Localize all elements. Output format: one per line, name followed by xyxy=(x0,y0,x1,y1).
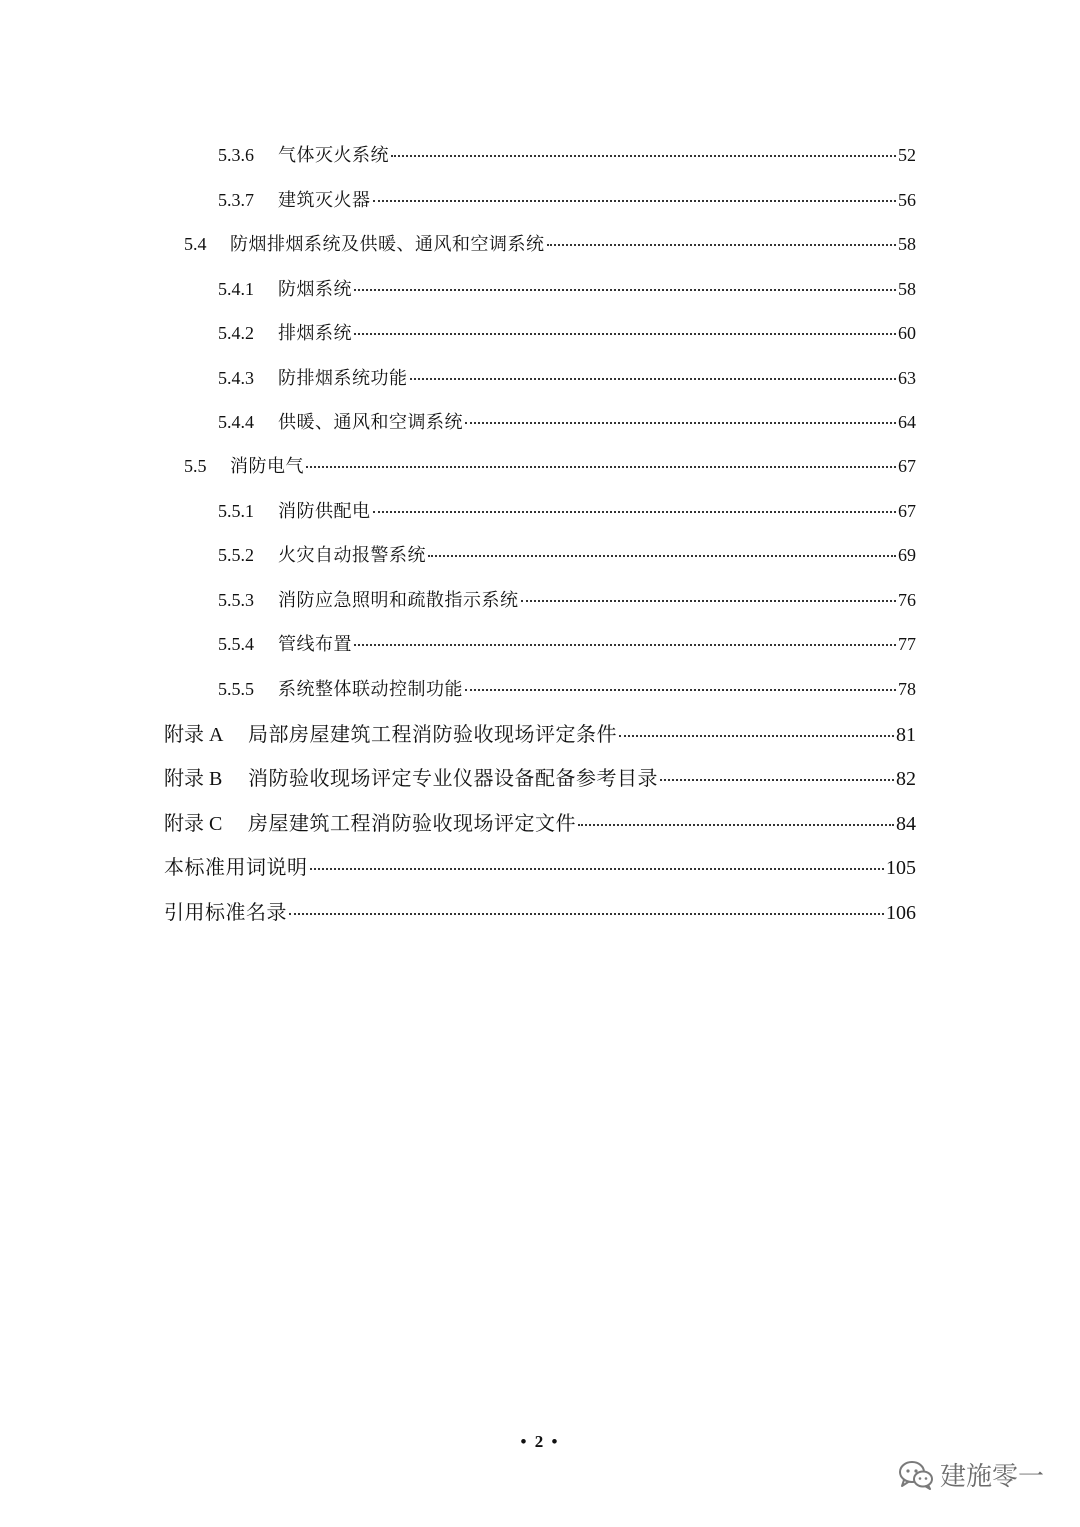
toc-entry-title: 消防电气 xyxy=(230,456,304,476)
toc-entry-title: 消防验收现场评定专业仪器设备配备参考目录 xyxy=(248,768,658,790)
toc-entry-page: 77 xyxy=(898,634,916,654)
dot-leader xyxy=(547,244,897,246)
toc-entry-page: 52 xyxy=(898,145,916,165)
toc-entry[interactable] xyxy=(218,675,916,701)
toc-entry-title: 房屋建筑工程消防验收现场评定文件 xyxy=(248,813,576,835)
dot-leader xyxy=(310,868,885,870)
toc-entry[interactable] xyxy=(218,630,916,656)
dot-leader xyxy=(465,422,896,424)
toc-entry-number: 5.4.4 xyxy=(218,412,254,432)
toc-entry[interactable] xyxy=(218,186,916,212)
dot-leader xyxy=(660,779,894,781)
toc-entry-number: 5.5.4 xyxy=(218,634,254,654)
toc-entry-title: 防烟排烟系统及供暖、通风和空调系统 xyxy=(230,234,545,254)
toc-entry-page: 58 xyxy=(898,279,916,299)
toc-entry-page: 106 xyxy=(886,902,916,924)
toc-entry-title: 防烟系统 xyxy=(278,279,352,299)
toc-entry-number: 5.5.2 xyxy=(218,545,254,565)
dot-leader xyxy=(619,735,894,737)
toc-entry[interactable] xyxy=(184,230,916,256)
toc-entry-title: 气体灭火系统 xyxy=(278,145,389,165)
toc-entry-page: 58 xyxy=(898,234,916,254)
toc-entry-page: 82 xyxy=(896,768,916,790)
dot-leader xyxy=(428,555,896,557)
toc-entry-page: 81 xyxy=(896,724,916,746)
dot-leader xyxy=(373,511,897,513)
toc-entry[interactable] xyxy=(164,896,916,925)
toc-entry-number: 5.5.1 xyxy=(218,501,254,521)
toc-entry-title: 管线布置 xyxy=(278,634,352,654)
toc-entry-title: 局部房屋建筑工程消防验收现场评定条件 xyxy=(248,724,617,746)
toc-entry[interactable] xyxy=(218,141,916,167)
toc-entry[interactable] xyxy=(218,408,916,434)
toc-entry[interactable] xyxy=(218,541,916,567)
dot-leader xyxy=(354,644,896,646)
toc-entry-page: 78 xyxy=(898,679,916,699)
dot-leader xyxy=(373,200,897,202)
toc-entry-number: 附录 B xyxy=(164,768,223,790)
toc-entry-number: 5.3.7 xyxy=(218,190,254,210)
dot-leader xyxy=(306,466,896,468)
page-number: • 2 • xyxy=(520,1432,560,1451)
toc-entry-number: 5.3.6 xyxy=(218,145,254,165)
dot-leader xyxy=(410,378,897,380)
toc-entry-page: 64 xyxy=(898,412,916,432)
toc-entry[interactable] xyxy=(164,851,916,880)
toc-entry-title: 建筑灭火器 xyxy=(278,190,371,210)
toc-entry-page: 76 xyxy=(898,590,916,610)
toc-entry-title: 系统整体联动控制功能 xyxy=(278,679,463,699)
toc-entry-page: 84 xyxy=(896,813,916,835)
toc-entry-title: 引用标准名录 xyxy=(164,902,287,924)
toc-entry[interactable] xyxy=(218,319,916,345)
toc-entry-number: 5.4.3 xyxy=(218,368,254,388)
toc-entry[interactable] xyxy=(184,452,916,478)
toc-entry-page: 69 xyxy=(898,545,916,565)
toc-entry-page: 63 xyxy=(898,368,916,388)
toc-entry-number: 5.5 xyxy=(184,456,207,476)
toc-entry-title: 火灾自动报警系统 xyxy=(278,545,426,565)
toc-entry-number: 5.4 xyxy=(184,234,207,254)
toc-entry-title: 本标准用词说明 xyxy=(164,857,308,879)
toc-entry[interactable] xyxy=(218,275,916,301)
dot-leader xyxy=(578,824,894,826)
toc-entry[interactable] xyxy=(218,586,916,612)
toc-entry-title: 供暖、通风和空调系统 xyxy=(278,412,463,432)
toc-entry[interactable] xyxy=(164,762,916,791)
toc-entry-title: 防排烟系统功能 xyxy=(278,368,408,388)
watermark xyxy=(898,1456,1044,1493)
dot-leader xyxy=(391,155,896,157)
toc-entry-number: 附录 C xyxy=(164,813,223,835)
dot-leader xyxy=(354,289,896,291)
dot-leader xyxy=(465,689,896,691)
dot-leader xyxy=(354,333,896,335)
toc-entry-page: 60 xyxy=(898,323,916,343)
toc-entry[interactable] xyxy=(164,718,916,747)
toc-entry-number: 附录 A xyxy=(164,724,224,746)
toc-entry-title: 排烟系统 xyxy=(278,323,352,343)
toc-entry-page: 56 xyxy=(898,190,916,210)
toc-entry-page: 105 xyxy=(886,857,916,879)
watermark-text: 建施零一 xyxy=(940,1462,1045,1492)
toc-entry-number: 5.5.3 xyxy=(218,590,254,610)
toc-entry[interactable] xyxy=(164,807,916,836)
toc-entry-number: 5.5.5 xyxy=(218,679,254,699)
toc-entry-page: 67 xyxy=(898,456,916,476)
wechat-icon xyxy=(898,1460,934,1490)
toc-entry-title: 消防供配电 xyxy=(278,501,371,521)
toc-entry[interactable] xyxy=(218,497,916,523)
toc-entry-number: 5.4.2 xyxy=(218,323,254,343)
toc-entry[interactable] xyxy=(218,364,916,390)
toc-entry-number: 5.4.1 xyxy=(218,279,254,299)
dot-leader xyxy=(289,913,884,915)
toc-entry-title: 消防应急照明和疏散指示系统 xyxy=(278,590,519,610)
toc-entry-page: 67 xyxy=(898,501,916,521)
dot-leader xyxy=(521,600,897,602)
